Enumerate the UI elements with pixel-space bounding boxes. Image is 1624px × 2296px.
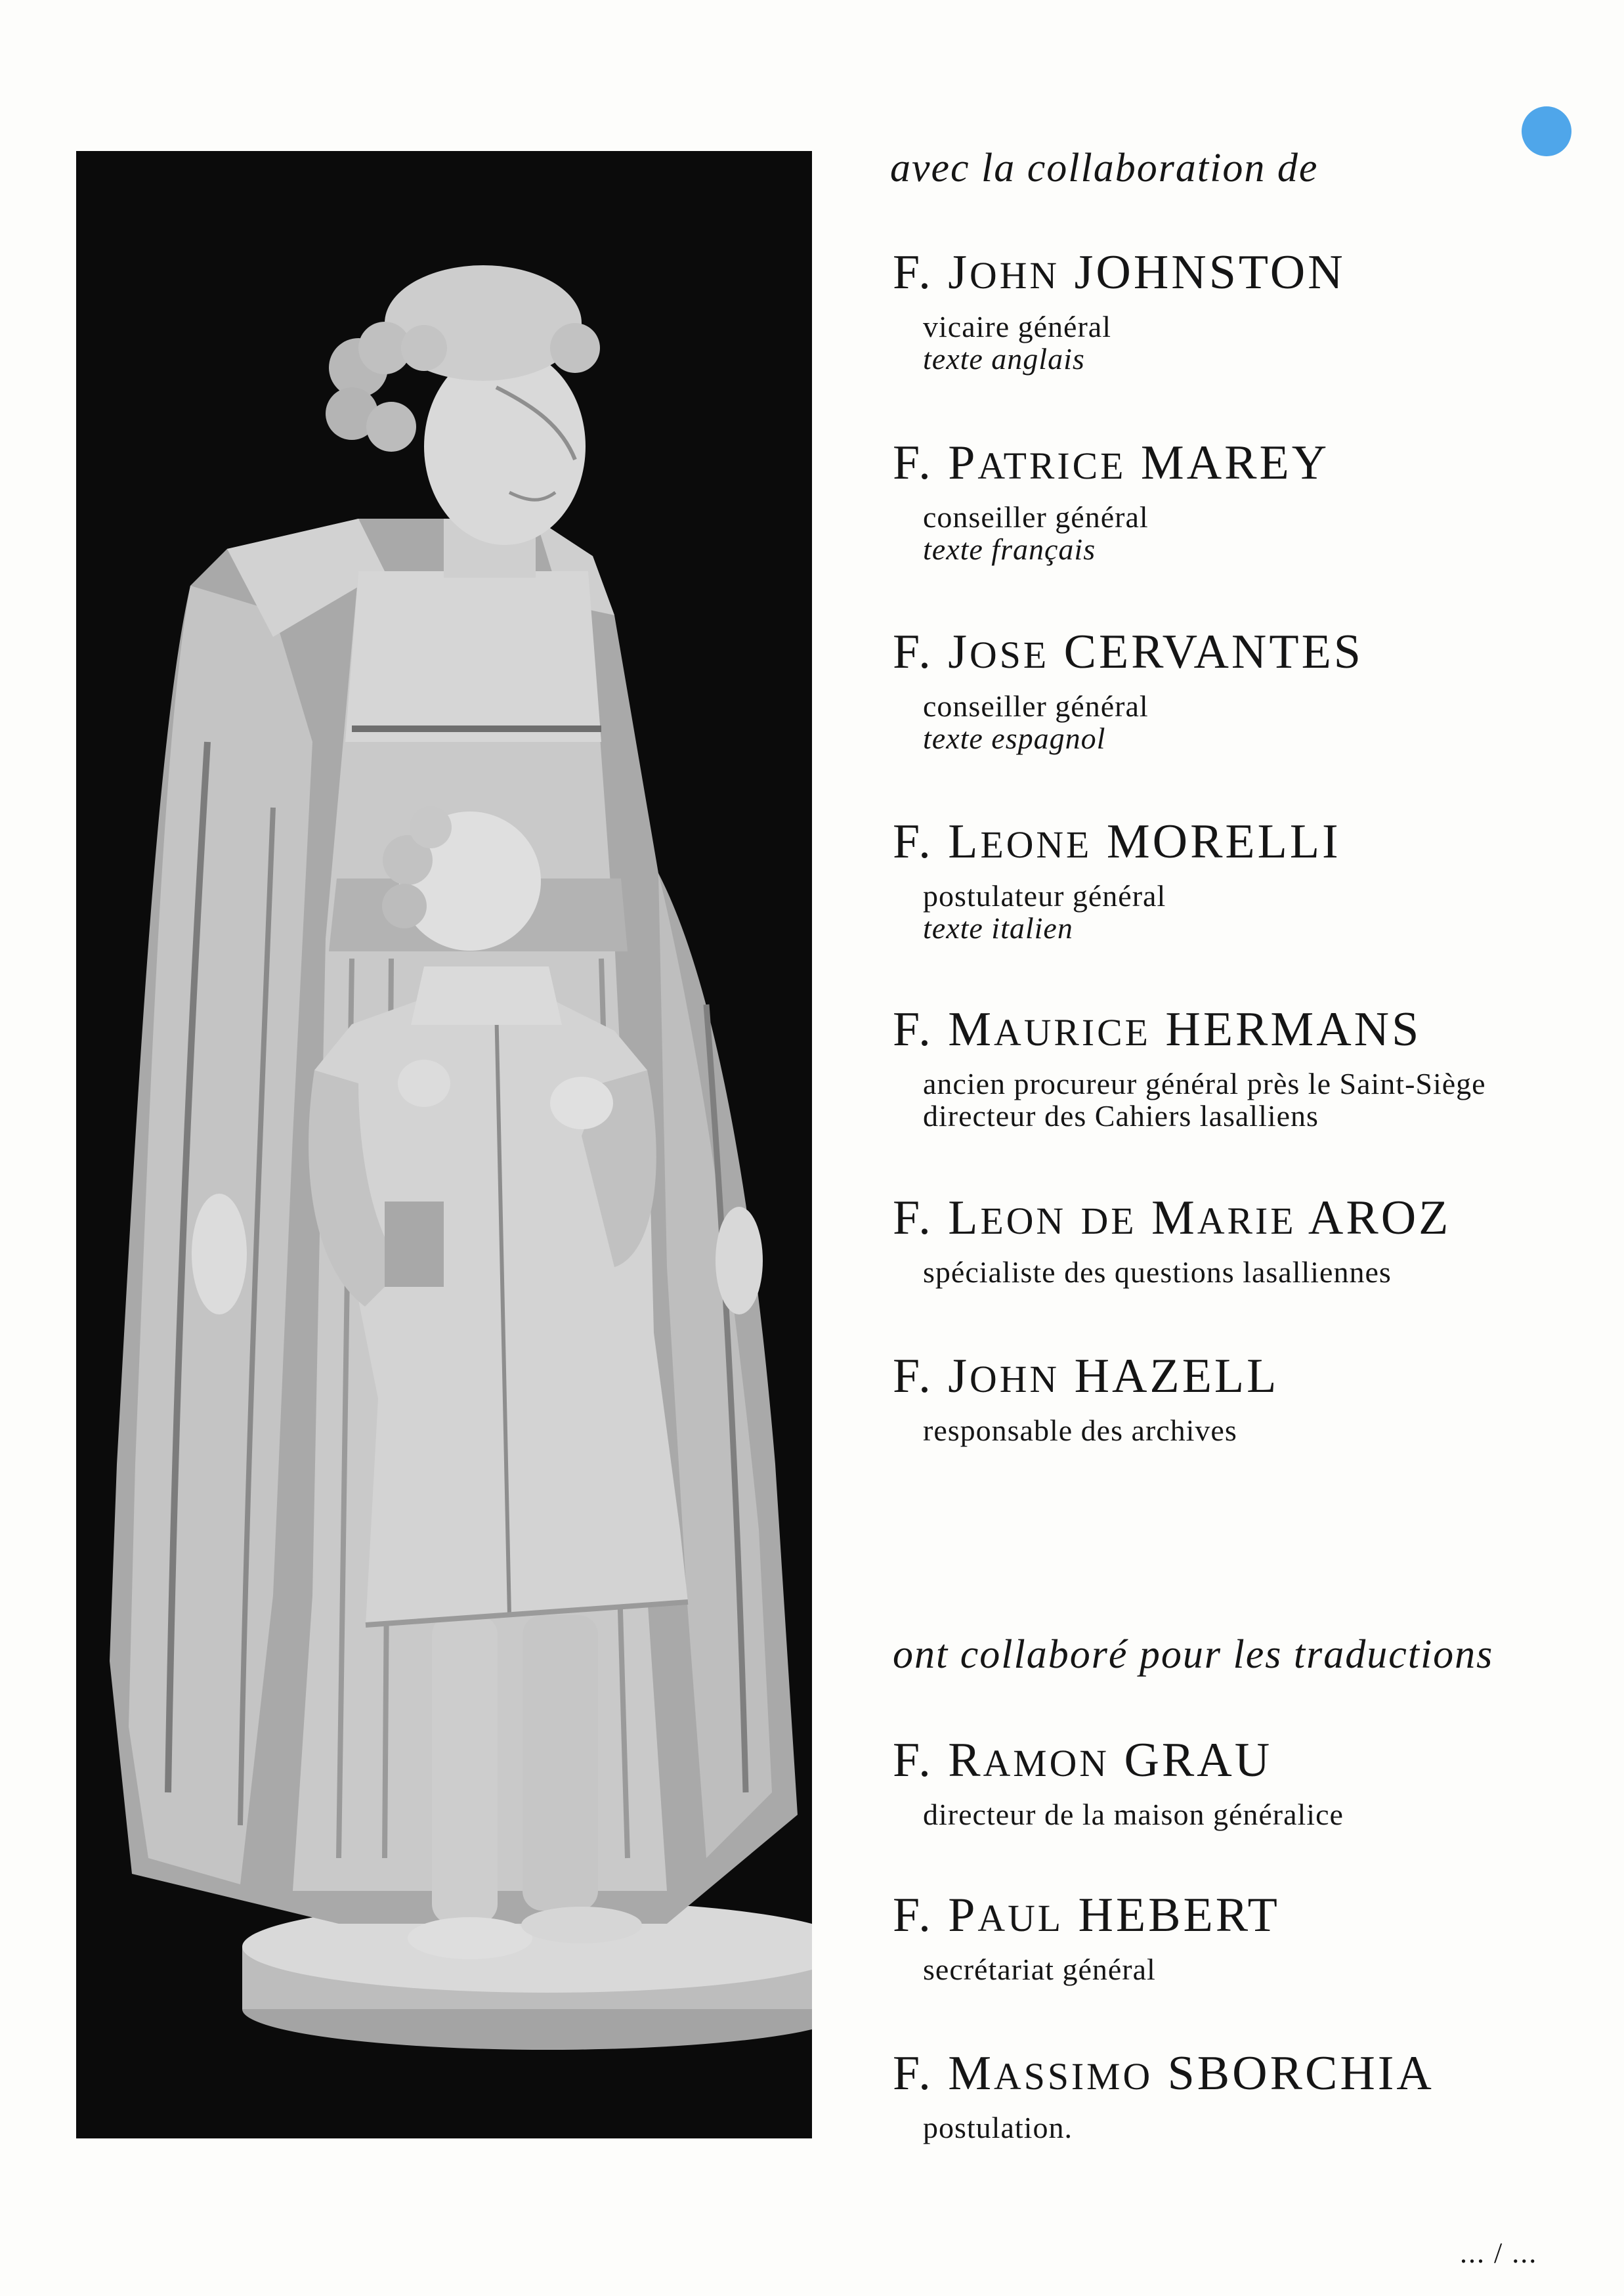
language-line: texte espagnol — [923, 722, 1106, 755]
role-lines — [923, 311, 1346, 375]
collaborator-entry — [893, 815, 1341, 944]
role-lines — [923, 1068, 1486, 1132]
role-line: ancien procureur général près le Saint-Siège — [923, 1067, 1486, 1100]
role-lines — [923, 1798, 1344, 1830]
role-line: directeur des Cahiers lasalliens — [923, 1099, 1319, 1133]
collaborator-entry — [893, 1003, 1486, 1132]
name-prefix: F. LEON DE MARIE — [893, 1191, 1296, 1245]
name-prefix: F. PATRICE — [893, 436, 1126, 490]
surname: HERMANS — [1165, 1003, 1422, 1056]
role-lines — [923, 1256, 1451, 1288]
name-prefix: F. JOSE — [893, 625, 1050, 679]
statue-photograph — [76, 151, 812, 2138]
name-prefix: F. MASSIMO — [893, 2047, 1153, 2100]
role-lines — [923, 1953, 1280, 1985]
translator-entry — [893, 2047, 1434, 2144]
role-line: conseiller général — [923, 500, 1149, 534]
role-lines — [923, 2112, 1434, 2144]
collaborator-name — [893, 437, 1329, 489]
translator-name — [893, 2047, 1434, 2100]
collaborator-entry — [893, 246, 1346, 375]
small-cap-letters: OHN — [970, 255, 1060, 297]
collaboration-heading: avec la collaboration de — [890, 146, 1319, 190]
small-cap-letters: OSE — [970, 635, 1050, 676]
collaborator-name — [893, 626, 1363, 678]
surname: SBORCHIA — [1167, 2047, 1434, 2100]
name-prefix: F. JOHN — [893, 246, 1060, 299]
surname: JOHNSTON — [1074, 246, 1346, 299]
collaborator-name — [893, 1003, 1486, 1056]
statue-drawing — [76, 151, 812, 2138]
role-line: secrétariat général — [923, 1953, 1156, 1986]
name-prefix: F. JOHN — [893, 1349, 1060, 1403]
collaborator-name — [893, 815, 1341, 868]
collaborator-name — [893, 1350, 1279, 1402]
collaborator-entry — [893, 1350, 1279, 1446]
translator-entry — [893, 1734, 1344, 1830]
small-cap-letters: ATRICE — [977, 446, 1126, 487]
role-lines — [923, 501, 1329, 565]
small-cap-letters: EON — [980, 1201, 1067, 1242]
blue-marker-dot — [1522, 106, 1571, 156]
role-line: directeur de la maison généralice — [923, 1798, 1344, 1831]
role-line: responsable des archives — [923, 1414, 1237, 1447]
translator-name — [893, 1889, 1280, 1941]
name-prefix: F. LEONE — [893, 815, 1092, 869]
role-line: spécialiste des questions lasalliennes — [923, 1255, 1392, 1289]
surname: GRAU — [1124, 1733, 1273, 1787]
role-line: postulation. — [923, 2111, 1073, 2144]
name-prefix: F. PAUL — [893, 1888, 1064, 1942]
small-cap-letters: AMON — [983, 1743, 1109, 1785]
small-cap-letters: ASSIMO — [994, 2056, 1153, 2098]
surname: HEBERT — [1078, 1888, 1280, 1942]
name-prefix: F. RAMON — [893, 1733, 1109, 1787]
small-cap-letters: DE — [1080, 1201, 1137, 1242]
role-lines — [923, 1414, 1279, 1446]
role-line: postulateur général — [923, 879, 1166, 913]
collaborator-entry — [893, 1192, 1451, 1288]
language-line: texte italien — [923, 911, 1073, 945]
surname: MORELLI — [1106, 815, 1341, 869]
small-cap-letters: EONE — [980, 825, 1092, 866]
page-continuation-mark: ... / ... — [1460, 2237, 1538, 2269]
collaborator-name — [893, 246, 1346, 299]
role-lines — [923, 690, 1363, 754]
small-cap-letters: AURICE — [994, 1012, 1151, 1054]
name-prefix: F. MAURICE — [893, 1003, 1151, 1056]
translations-heading: ont collaboré pour les traductions — [893, 1632, 1494, 1677]
collaborator-name — [893, 1192, 1451, 1244]
translator-name — [893, 1734, 1344, 1787]
language-line: texte français — [923, 532, 1096, 566]
role-line: conseiller général — [923, 689, 1149, 723]
language-line: texte anglais — [923, 342, 1085, 376]
surname: CERVANTES — [1063, 625, 1363, 679]
small-cap-letters: OHN — [970, 1359, 1060, 1400]
role-line: vicaire général — [923, 310, 1111, 343]
surname: AROZ — [1308, 1191, 1451, 1245]
surname: HAZELL — [1074, 1349, 1279, 1403]
role-lines — [923, 880, 1341, 944]
translator-entry — [893, 1889, 1280, 1985]
small-cap-letters: AUL — [977, 1898, 1064, 1939]
collaborator-entry — [893, 437, 1329, 565]
surname: MAREY — [1140, 436, 1330, 490]
small-cap-letters: ARIE — [1197, 1201, 1296, 1242]
collaborator-entry — [893, 626, 1363, 754]
